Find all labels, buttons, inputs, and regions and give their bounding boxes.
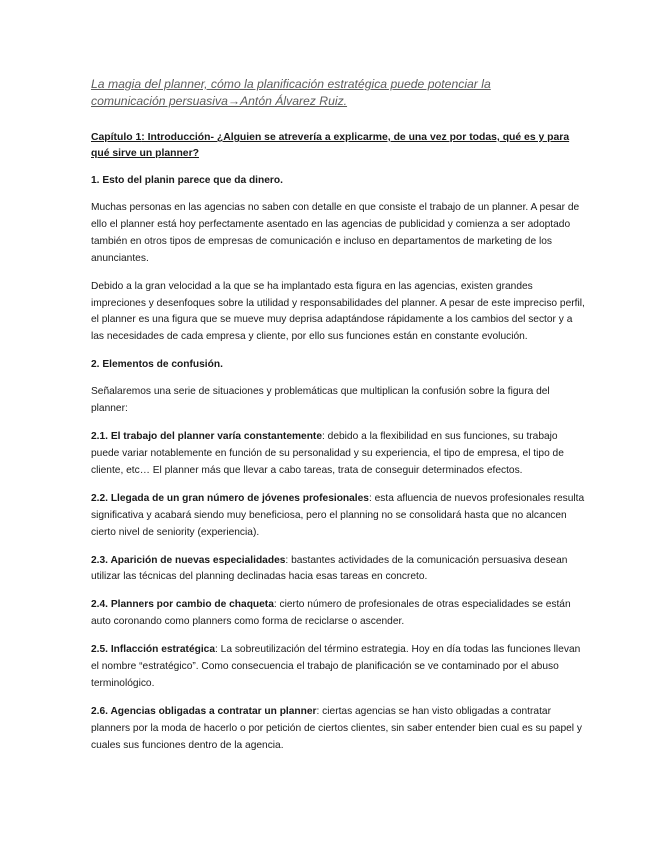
list-item-2-4 xyxy=(91,597,585,631)
list-item-2-5 xyxy=(91,642,585,693)
document-title-line-2: comunicación persuasiva→Antón Álvarez Ruiz. xyxy=(91,94,348,108)
list-item-2-6 xyxy=(91,704,585,755)
section-1-paragraph-2: Debido a la gran velocidad a la que se ha implantado esta figura en las agencias, existen grandes impreciones y desenfoques sobre la utilidad y responsabilidades del planner. A pesar de este impreciso perfil, el planner es una figura que se mueve muy deprisa adaptándose rápidamente a los cambios del sector y a las necesidades de cada empresa y cliente, por ello sus funciones están en constante evolución. xyxy=(91,280,585,343)
list-item-2-6-text: : ciertas agencias se han visto obligadas a contratar planners por la moda de hacerlo o por petición de ciertos clientes, sin saber entender bien cual es su papel y cuales sus funciones dentro de la agencia. xyxy=(91,705,582,751)
section-2-heading: 2. Elementos de confusión. xyxy=(91,359,223,371)
list-item-2-5-text: : La sobreutilización del término estrategia. Hoy en día todas las funciones llevan el nombre “estratégico”. Como consecuencia el trabajo de planificación se ve contaminado por el abuso terminológico. xyxy=(91,644,581,689)
chapter-label: Capítulo 1 xyxy=(91,132,142,143)
list-item-2-2-text: : esta afluencia de nuevos profesionales resulta significativa y acabará siendo muy beneficiosa, pero el planning no se consolidará hasta que no alcancen cierto nivel de seniority (experiencia). xyxy=(91,492,585,538)
chapter-heading xyxy=(91,130,585,162)
list-item-2-4-text: : cierto número de profesionales de otras especialidades se están auto coronando como planners como forma de reciclarse o ascender. xyxy=(91,599,571,628)
list-item-2-1-lead: 2.1. El trabajo del planner varía constantemente xyxy=(91,431,322,443)
section-1-paragraph-1: Muchas personas en las agencias no saben con detalle en que consiste el trabajo de un planner. A pesar de ello el planner está hoy perfectamente asentado en las agencias de publicidad y comienza a ser adoptado también en otros tipos de empresas de comunicación e incluso en departamentos de marketing de los anunciantes. xyxy=(91,202,580,264)
chapter-title-text: : Introducción- ¿Alguien se atrevería a explicarme, de una vez por todas, qué es y para qué sirve un planner? xyxy=(91,132,570,159)
list-item-2-4-lead: 2.4. Planners por cambio de chaqueta xyxy=(91,599,274,611)
document-title xyxy=(91,76,585,110)
list-item-2-6-lead: 2.6. Agencias obligadas a contratar un planner xyxy=(91,705,317,717)
section-1-heading: 1. Esto del planin parece que da dinero. xyxy=(91,175,283,186)
list-item-2-3-lead: 2.3. Aparición de nuevas especialidades xyxy=(91,554,286,566)
list-item-2-3-text: : bastantes actividades de la comunicación persuasiva desean utilizar las técnicas del planning declinadas hacia esas tareas en concreto. xyxy=(91,554,568,583)
section-2-intro: Señalaremos una serie de situaciones y problemáticas que multiplican la confusión sobre la figura del planner: xyxy=(91,386,550,415)
list-item-2-3 xyxy=(91,553,585,587)
document-title-line-1: La magia del planner, cómo la planificación estratégica puede potenciar la xyxy=(91,77,491,91)
list-item-2-1-text: : debido a la flexibilidad en sus funciones, su trabajo puede variar notablemente en función de su personalidad y su experiencia, el tipo de empresa, el tipo de cliente, etc… El planner más que llevar a cabo tareas, trata de conseguir determinados efectos. xyxy=(91,431,564,476)
list-item-2-2 xyxy=(91,491,585,542)
list-item-2-1 xyxy=(91,429,585,480)
list-item-2-2-lead: 2.2. Llegada de un gran número de jóvenes profesionales xyxy=(91,492,369,504)
list-item-2-5-lead: 2.5. Inflacción estratégica xyxy=(91,644,216,656)
